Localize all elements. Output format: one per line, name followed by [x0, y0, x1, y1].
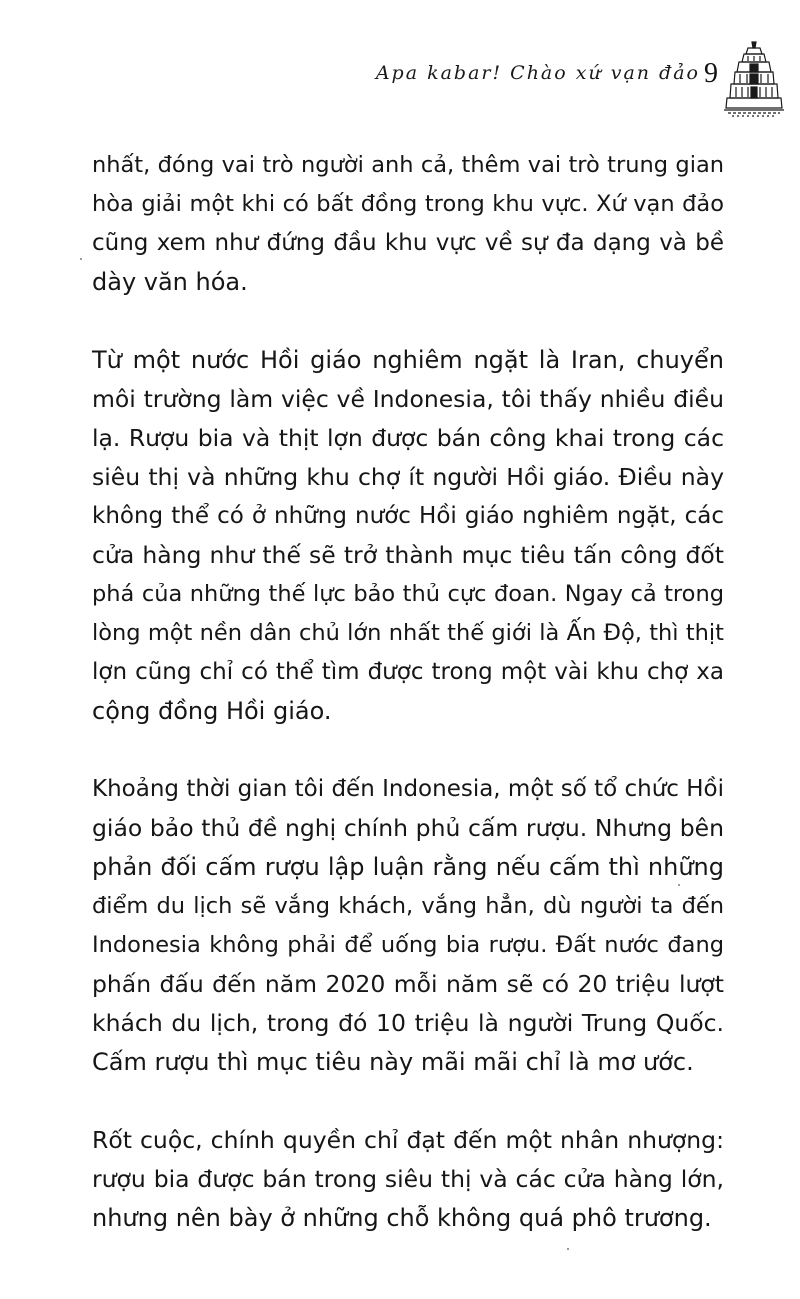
- scan-speck: [678, 884, 680, 886]
- text-line: phản đối cấm rượu lập luận rằng nếu cấm thì những: [92, 853, 724, 881]
- text-line: môi trường làm việc về Indonesia, tôi thấy nhiều điều: [92, 385, 724, 413]
- text-line: giáo bảo thủ đề nghị chính phủ cấm rượu. Nhưng bên: [92, 814, 724, 842]
- body-text: [92, 146, 724, 1277]
- text-line: cũng xem như đứng đầu khu vực về sự đa dạng và bề: [92, 230, 724, 256]
- text-line: hòa giải một khi có bất đồng trong khu vực. Xứ vạn đảo: [92, 191, 724, 217]
- text-line: phá của những thế lực bảo thủ cực đoan. Ngay cả trong: [92, 581, 724, 607]
- paragraph-3: [92, 770, 724, 1082]
- text-line: Khoảng thời gian tôi đến Indonesia, một số tổ chức Hồi: [92, 776, 725, 802]
- text-line: phấn đấu đến năm 2020 mỗi năm sẽ có 20 triệu lượt: [92, 970, 724, 998]
- text-line: Indonesia không phải để uống bia rượu. Đất nước đang: [92, 932, 724, 958]
- text-line: Rốt cuộc, chính quyền chỉ đạt đến một nhân nhượng:: [92, 1126, 724, 1154]
- temple-icon: [722, 38, 786, 124]
- text-line: điểm du lịch sẽ vắng khách, vắng hẳn, dù người ta đến: [92, 893, 724, 919]
- paragraph-4: [92, 1121, 724, 1238]
- running-header: [360, 62, 700, 102]
- text-line: không thể có ở những nước Hồi giáo nghiêm ngặt, các: [92, 503, 724, 529]
- text-line: lợn cũng chỉ có thể tìm được trong một vài khu chợ xa: [92, 659, 724, 685]
- text-line: lạ. Rượu bia và thịt lợn được bán công khai trong các: [92, 424, 724, 452]
- text-line: khách du lịch, trong đó 10 triệu là người Trung Quốc.: [92, 1009, 724, 1037]
- page-number: 9: [704, 58, 718, 89]
- paragraph-2: [92, 341, 724, 731]
- text-line: Cấm rượu thì mục tiêu này mãi mãi chỉ là mơ ước.: [92, 1048, 694, 1076]
- text-line: dày văn hóa.: [92, 268, 248, 296]
- running-title: Apa kabar! Chào xứ vạn đảo: [375, 62, 700, 84]
- text-line: rượu bia được bán trong siêu thị và các cửa hàng lớn,: [92, 1165, 724, 1193]
- text-line: nhất, đóng vai trò người anh cả, thêm vai trò trung gian: [92, 152, 724, 178]
- text-line: cửa hàng như thế sẽ trở thành mục tiêu tấn công đốt: [92, 541, 724, 569]
- text-line: nhưng nên bày ở những chỗ không quá phô trương.: [92, 1204, 712, 1232]
- text-line: lòng một nền dân chủ lớn nhất thế giới là Ấn Độ, thì thịt: [92, 620, 724, 646]
- scan-speck: [80, 258, 82, 260]
- text-line: Từ một nước Hồi giáo nghiêm ngặt là Iran, chuyển: [92, 346, 724, 374]
- text-line: cộng đồng Hồi giáo.: [92, 697, 332, 725]
- paragraph-1: [92, 146, 724, 302]
- scan-speck: [567, 1248, 569, 1250]
- text-line: siêu thị và những khu chợ ít người Hồi giáo. Điều này: [92, 463, 724, 491]
